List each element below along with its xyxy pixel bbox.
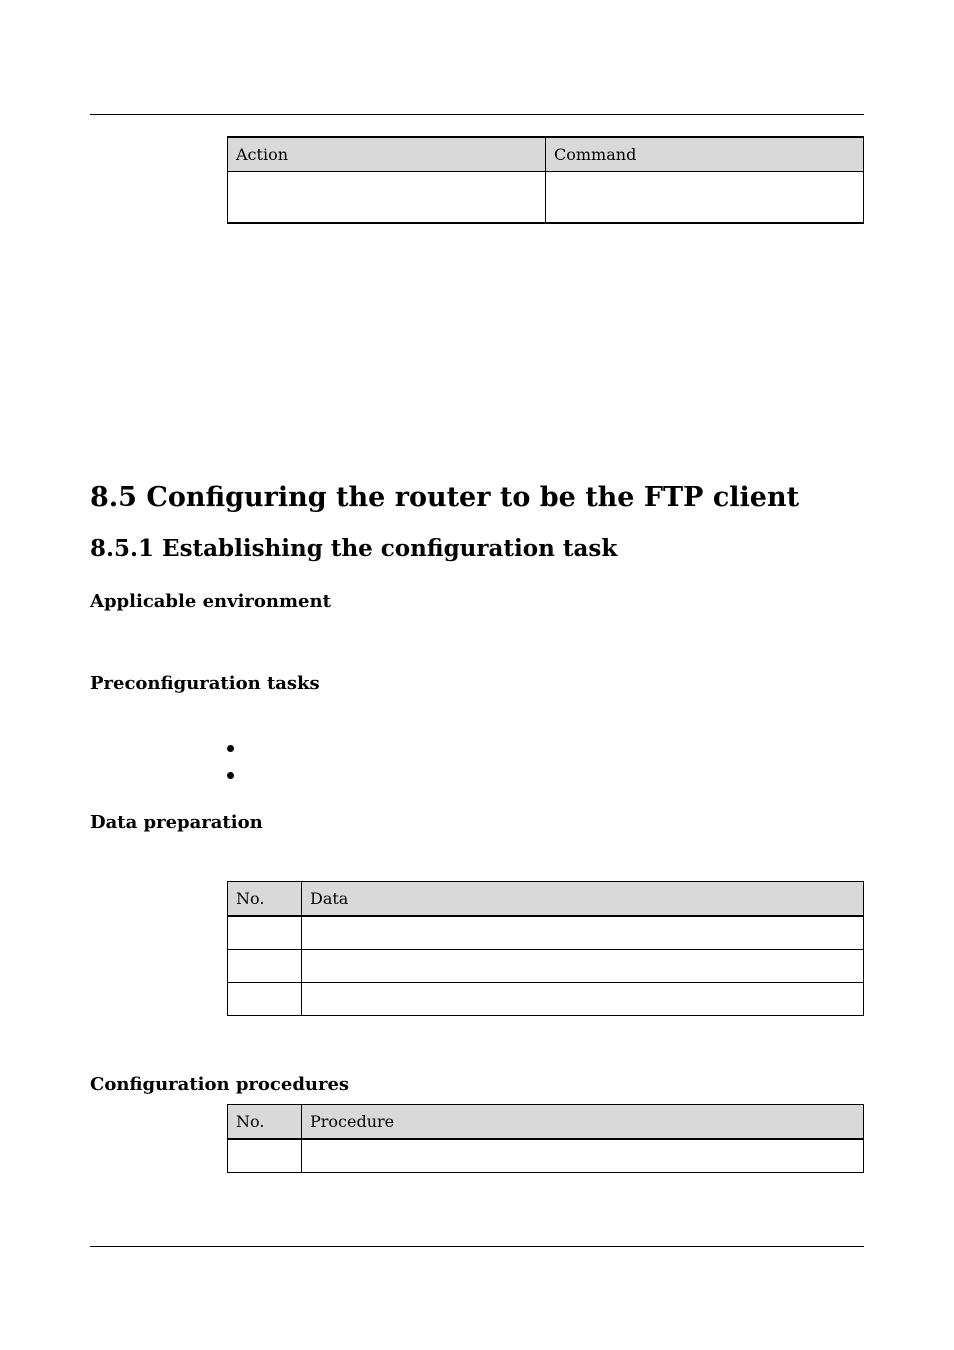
table-row [228, 916, 864, 950]
column-header-no: No. [228, 1105, 302, 1140]
section-heading: 8.5 Configuring the router to be the FTP client [90, 482, 800, 513]
table-cell [302, 1139, 864, 1173]
table-row [228, 172, 864, 224]
table-header-row [228, 137, 864, 172]
table-cell [302, 950, 864, 983]
table-row [228, 983, 864, 1016]
subsection-heading: 8.5.1 Establishing the configuration task [90, 535, 618, 562]
table-cell [228, 1139, 302, 1173]
table-cell [228, 983, 302, 1016]
table-cell [228, 950, 302, 983]
configuration-procedures-heading: Configuration procedures [90, 1074, 350, 1095]
bullet-icon [227, 772, 234, 779]
column-header-command: Command [546, 137, 864, 172]
configuration-procedures-table [227, 1104, 864, 1173]
table-row [228, 950, 864, 983]
column-header-data: Data [302, 882, 864, 917]
table-cell [546, 172, 864, 224]
table-row [228, 1139, 864, 1173]
table-header-row [228, 882, 864, 917]
applicable-environment-heading: Applicable environment [90, 591, 331, 612]
bullet-icon [227, 745, 234, 752]
preconfiguration-tasks-heading: Preconfiguration tasks [90, 673, 320, 694]
header-rule [90, 114, 864, 115]
column-header-action: Action [228, 137, 546, 172]
table-cell [302, 983, 864, 1016]
table-cell [228, 172, 546, 224]
table-header-row [228, 1105, 864, 1140]
action-command-table [227, 136, 864, 224]
table-cell [302, 916, 864, 950]
footer-rule [90, 1246, 864, 1247]
data-preparation-heading: Data preparation [90, 812, 263, 833]
data-preparation-table [227, 881, 864, 1016]
column-header-procedure: Procedure [302, 1105, 864, 1140]
table-cell [228, 916, 302, 950]
column-header-no: No. [228, 882, 302, 917]
